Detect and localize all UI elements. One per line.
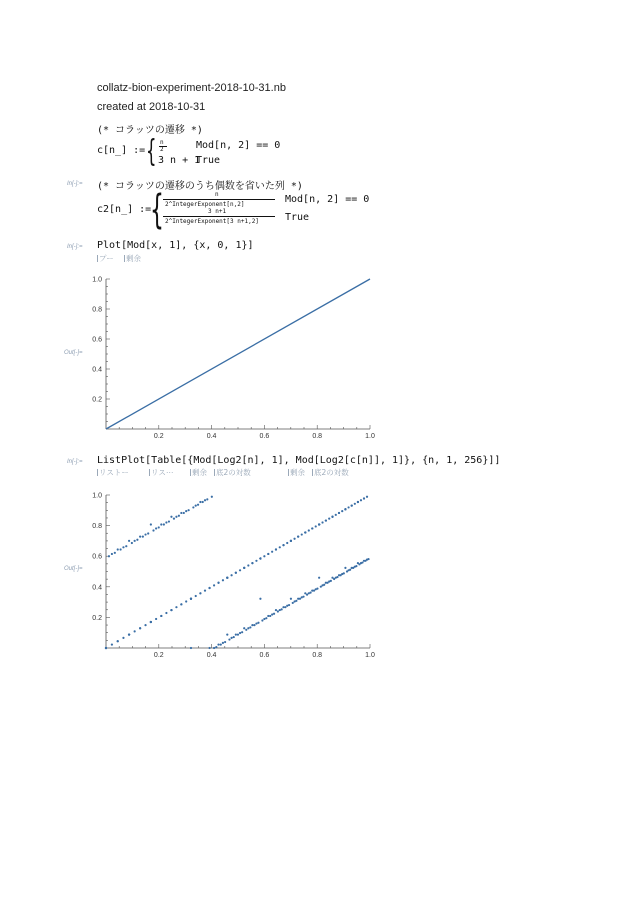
cell2-comment[interactable]: (* コラッツの遷移のうち偶数を省いた列 *) bbox=[97, 181, 303, 192]
data-point bbox=[180, 512, 182, 514]
data-point bbox=[347, 506, 349, 508]
data-point bbox=[165, 612, 167, 614]
data-point bbox=[105, 647, 107, 649]
data-point bbox=[271, 551, 273, 553]
data-point bbox=[363, 497, 365, 499]
data-point bbox=[275, 548, 277, 550]
data-point bbox=[281, 608, 283, 610]
data-point bbox=[139, 627, 141, 629]
data-point bbox=[117, 548, 119, 550]
y-tick-label: 1.0 bbox=[92, 492, 102, 500]
data-point bbox=[251, 624, 253, 626]
y-tick-label: 0.8 bbox=[92, 523, 102, 531]
data-point bbox=[211, 496, 213, 498]
data-point bbox=[263, 618, 265, 620]
cell2-case2-cond: True bbox=[285, 212, 310, 223]
data-point bbox=[215, 646, 217, 648]
data-point bbox=[247, 564, 249, 566]
data-point bbox=[330, 580, 332, 582]
cell4-out-label: Out[-]= bbox=[64, 566, 83, 572]
data-point bbox=[360, 499, 362, 501]
data-point bbox=[197, 504, 199, 506]
cell2-case2-num: 3 n+1 bbox=[208, 208, 227, 215]
data-point bbox=[208, 647, 210, 649]
data-point bbox=[150, 621, 152, 623]
data-point bbox=[358, 563, 360, 565]
data-point bbox=[152, 529, 154, 531]
data-point bbox=[354, 503, 356, 505]
data-point bbox=[259, 557, 261, 559]
x-tick-label: 0.2 bbox=[153, 433, 164, 440]
cell2-case1-den: 2^IntegerExponent[n,2] bbox=[165, 201, 245, 208]
x-tick-label: 0.6 bbox=[259, 652, 270, 659]
data-point bbox=[340, 574, 342, 576]
data-point bbox=[253, 624, 255, 626]
data-point bbox=[331, 516, 333, 518]
y-tick-label: 0.2 bbox=[92, 396, 102, 404]
data-point bbox=[183, 512, 185, 514]
cell4-hint-log2-2[interactable]: 底2の対数 bbox=[314, 468, 349, 477]
x-tick-label: 0.8 bbox=[312, 433, 323, 440]
data-point bbox=[309, 592, 311, 594]
data-point bbox=[338, 512, 340, 514]
data-point bbox=[328, 518, 330, 520]
cell1-brace: { bbox=[146, 134, 157, 169]
data-point bbox=[290, 540, 292, 542]
data-point bbox=[269, 615, 271, 617]
data-point bbox=[299, 598, 301, 600]
data-point bbox=[343, 572, 345, 574]
data-point bbox=[316, 588, 318, 590]
data-point bbox=[245, 629, 247, 631]
data-point bbox=[325, 519, 327, 521]
data-point bbox=[170, 516, 172, 518]
data-point bbox=[158, 526, 160, 528]
y-tick-label: 0.6 bbox=[92, 553, 102, 561]
data-point bbox=[119, 548, 121, 550]
data-point bbox=[108, 555, 110, 557]
x-tick-label: 1.0 bbox=[365, 433, 375, 440]
data-point bbox=[239, 632, 241, 634]
data-point bbox=[217, 643, 219, 645]
cell1-comment[interactable]: (* コラッツの遷移 *) bbox=[97, 125, 203, 136]
data-point bbox=[190, 647, 192, 649]
data-point bbox=[190, 598, 192, 600]
data-point bbox=[155, 527, 157, 529]
data-point bbox=[175, 606, 177, 608]
data-point bbox=[142, 536, 144, 538]
listplot-log2-mod[interactable] bbox=[80, 480, 380, 665]
data-point bbox=[170, 609, 172, 611]
data-point bbox=[208, 587, 210, 589]
data-point bbox=[199, 592, 201, 594]
data-point bbox=[304, 592, 306, 594]
data-point bbox=[282, 544, 284, 546]
data-point bbox=[111, 643, 113, 645]
data-point bbox=[290, 598, 292, 600]
data-point bbox=[243, 627, 245, 629]
cell3-hint-mod[interactable]: 剰余 bbox=[126, 254, 141, 263]
data-point bbox=[125, 545, 127, 547]
data-point bbox=[297, 536, 299, 538]
data-point bbox=[267, 615, 269, 617]
data-point bbox=[361, 561, 363, 563]
data-point bbox=[247, 627, 249, 629]
data-point bbox=[357, 501, 359, 503]
y-tick-label: 0.4 bbox=[92, 366, 102, 374]
data-point bbox=[226, 634, 228, 636]
data-point bbox=[235, 572, 237, 574]
cell1-case2-expr: 3 n + 1 bbox=[158, 155, 201, 166]
data-point bbox=[286, 542, 288, 544]
data-point bbox=[273, 613, 275, 615]
y-tick-label: 0.2 bbox=[92, 614, 102, 622]
data-point bbox=[367, 558, 369, 560]
data-point bbox=[318, 577, 320, 579]
data-point bbox=[134, 630, 136, 632]
data-point bbox=[366, 496, 368, 498]
cell3-hint-plot[interactable]: プー bbox=[99, 254, 114, 263]
data-point bbox=[222, 642, 224, 644]
created-date: created at 2018-10-31 bbox=[97, 101, 206, 113]
data-point bbox=[217, 582, 219, 584]
data-point bbox=[267, 553, 269, 555]
data-point bbox=[180, 603, 182, 605]
data-point bbox=[257, 622, 259, 624]
data-point bbox=[306, 594, 308, 596]
data-point bbox=[165, 521, 167, 523]
x-tick-label: 0.8 bbox=[312, 652, 323, 659]
data-point bbox=[150, 523, 152, 525]
data-point bbox=[188, 509, 190, 511]
data-point bbox=[228, 638, 230, 640]
cell4-input[interactable]: ListPlot[Table[{Mod[Log2[n], 1], Mod[Log2[c[n]], 1]}, {n, 1, 256}]] bbox=[97, 455, 501, 466]
data-point bbox=[320, 586, 322, 588]
data-point bbox=[263, 555, 265, 557]
data-point bbox=[206, 498, 208, 500]
data-point bbox=[326, 582, 328, 584]
data-point bbox=[233, 636, 235, 638]
cell1-case1-num: n bbox=[160, 139, 164, 146]
data-point bbox=[237, 634, 239, 636]
data-point bbox=[204, 499, 206, 501]
cell2-case1-num: n bbox=[215, 191, 219, 198]
data-point bbox=[128, 634, 130, 636]
data-point bbox=[344, 567, 346, 569]
cell2-case2-den: 2^IntegerExponent[3 n+1,2] bbox=[165, 218, 259, 225]
data-point bbox=[204, 590, 206, 592]
data-point bbox=[173, 518, 175, 520]
y-tick-label: 1.0 bbox=[92, 276, 102, 284]
data-point bbox=[304, 531, 306, 533]
cell1-case2-cond: True bbox=[196, 155, 221, 166]
data-point bbox=[195, 504, 197, 506]
data-point bbox=[284, 606, 286, 608]
cell1-lhs[interactable]: c[n_] := bbox=[97, 145, 146, 156]
data-point bbox=[249, 626, 251, 628]
data-point bbox=[160, 523, 162, 525]
data-point bbox=[292, 602, 294, 604]
data-point bbox=[323, 584, 325, 586]
data-point bbox=[279, 546, 281, 548]
data-point bbox=[352, 567, 354, 569]
data-point bbox=[131, 542, 133, 544]
data-point bbox=[243, 567, 245, 569]
data-point bbox=[139, 536, 141, 538]
data-point bbox=[364, 560, 366, 562]
data-point bbox=[251, 562, 253, 564]
data-point bbox=[265, 617, 267, 619]
data-point bbox=[295, 600, 297, 602]
cell1-case1-den: 2 bbox=[160, 146, 164, 153]
data-point bbox=[341, 510, 343, 512]
data-point bbox=[241, 631, 243, 633]
data-point bbox=[144, 533, 146, 535]
cell4-hint-listplot[interactable]: リストー bbox=[99, 468, 129, 477]
x-tick-label: 0.4 bbox=[206, 433, 217, 440]
cell2-lhs[interactable]: c2[n_] := bbox=[97, 204, 152, 215]
data-point bbox=[163, 523, 165, 525]
data-point bbox=[349, 569, 351, 571]
data-point bbox=[122, 637, 124, 639]
data-point bbox=[185, 510, 187, 512]
data-point bbox=[235, 634, 237, 636]
data-point bbox=[355, 565, 357, 567]
cell2-brace: { bbox=[150, 187, 164, 233]
cell2-case1-bar bbox=[163, 199, 275, 200]
data-point bbox=[175, 516, 177, 518]
data-point bbox=[275, 609, 277, 611]
data-point bbox=[346, 570, 348, 572]
data-point bbox=[128, 540, 130, 542]
data-point bbox=[302, 596, 304, 598]
cell4-in-label: In[-]:= bbox=[67, 459, 83, 465]
data-point bbox=[315, 525, 317, 527]
cell4-hint-log2-1[interactable]: 底2の対数 bbox=[216, 468, 251, 477]
cell4-hint-mod2[interactable]: 剰余 bbox=[290, 468, 305, 477]
x-tick-label: 1.0 bbox=[365, 652, 375, 659]
data-point bbox=[220, 643, 222, 645]
series-line bbox=[106, 279, 370, 429]
y-tick-label: 0.6 bbox=[92, 336, 102, 344]
data-point bbox=[230, 574, 232, 576]
data-point bbox=[277, 610, 279, 612]
data-point bbox=[160, 615, 162, 617]
data-point bbox=[255, 560, 257, 562]
data-point bbox=[301, 533, 303, 535]
cell1-case1-cond: Mod[n, 2] == 0 bbox=[196, 140, 281, 151]
data-point bbox=[185, 600, 187, 602]
data-point bbox=[288, 604, 290, 606]
notebook-filename: collatz-bion-experiment-2018-10-31.nb bbox=[97, 82, 286, 94]
data-point bbox=[318, 523, 320, 525]
data-point bbox=[111, 553, 113, 555]
cell2-case1-cond: Mod[n, 2] == 0 bbox=[285, 194, 370, 205]
cell4-hint-mod1[interactable]: 剰余 bbox=[192, 468, 207, 477]
data-point bbox=[114, 552, 116, 554]
data-point bbox=[195, 595, 197, 597]
data-point bbox=[279, 609, 281, 611]
data-point bbox=[230, 637, 232, 639]
data-point bbox=[117, 640, 119, 642]
data-point bbox=[134, 540, 136, 542]
x-tick-label: 0.4 bbox=[206, 652, 217, 659]
data-point bbox=[261, 619, 263, 621]
cell2-case2-bar bbox=[163, 216, 275, 217]
data-point bbox=[271, 613, 273, 615]
y-tick-label: 0.8 bbox=[92, 306, 102, 314]
data-point bbox=[344, 508, 346, 510]
data-point bbox=[321, 521, 323, 523]
cell4-hint-table[interactable]: リス⋯ bbox=[151, 468, 174, 477]
data-point bbox=[147, 532, 149, 534]
data-point bbox=[136, 539, 138, 541]
data-point bbox=[311, 527, 313, 529]
data-point bbox=[335, 514, 337, 516]
data-point bbox=[222, 579, 224, 581]
data-point bbox=[213, 584, 215, 586]
data-point bbox=[239, 569, 241, 571]
cell3-in-label: In[-]:= bbox=[67, 244, 83, 250]
data-point bbox=[308, 529, 310, 531]
data-point bbox=[293, 538, 295, 540]
data-point bbox=[192, 506, 194, 508]
data-point bbox=[224, 641, 226, 643]
data-point bbox=[199, 501, 201, 503]
data-point bbox=[122, 546, 124, 548]
x-tick-label: 0.6 bbox=[259, 433, 270, 440]
data-point bbox=[351, 504, 353, 506]
cell2-in-label: In[-]:= bbox=[67, 181, 83, 187]
data-point bbox=[144, 624, 146, 626]
data-point bbox=[178, 515, 180, 517]
data-point bbox=[155, 618, 157, 620]
data-point bbox=[336, 576, 338, 578]
y-tick-label: 0.4 bbox=[92, 584, 102, 592]
data-point bbox=[213, 647, 215, 649]
data-point bbox=[226, 577, 228, 579]
cell3-out-label: Out[-]= bbox=[64, 350, 83, 356]
data-point bbox=[259, 598, 261, 600]
data-point bbox=[313, 590, 315, 592]
x-tick-label: 0.2 bbox=[153, 652, 164, 659]
data-point bbox=[333, 578, 335, 580]
data-point bbox=[202, 501, 204, 503]
data-point bbox=[168, 520, 170, 522]
plot-mod-x[interactable] bbox=[80, 265, 380, 445]
data-point bbox=[255, 622, 257, 624]
cell3-input[interactable]: Plot[Mod[x, 1], {x, 0, 1}] bbox=[97, 240, 254, 251]
